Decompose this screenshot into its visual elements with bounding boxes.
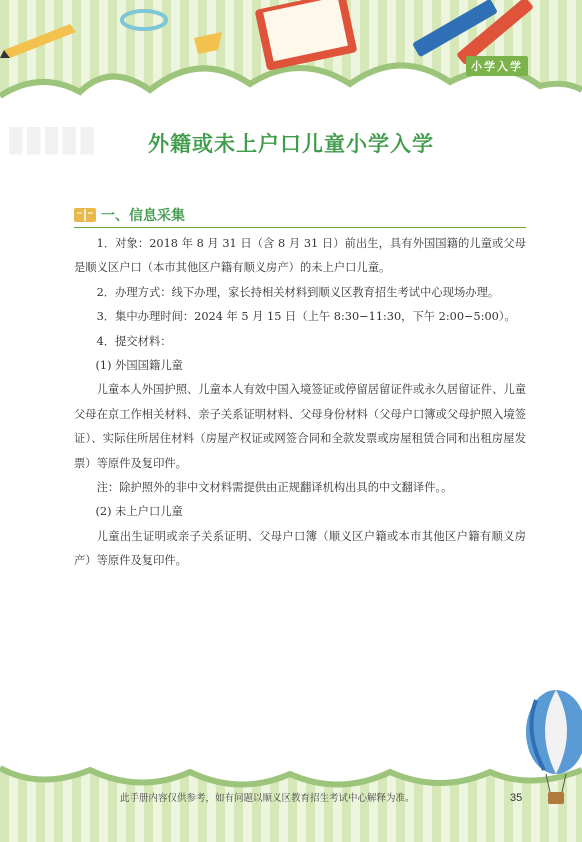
section-title: 一、信息采集 [101,208,185,224]
body-content [74,232,526,574]
subheading-item: (1) 外国国籍儿童 [95,359,183,373]
paragraph-item: 2．办理方式：线下办理，家长持相关材料到顺义区教育招生考试中心现场办理。 [96,285,500,299]
notebook-icon [250,0,370,70]
paragraph-item: 4．提交材料： [96,334,172,348]
binder-clip-icon [188,28,228,68]
paperclip-icon [118,6,170,34]
page-title: 外籍或未上户口儿童小学入学 [148,132,434,156]
paragraph-item: 1．对象：2018 年 8 月 31 日（含 8 月 31 日）前出生，具有外国国籍的儿童或父母是顺义区户口（本市其他区户籍有顺义房产）的未上户口儿童。 [74,237,526,275]
paragraph-item: 儿童本人外国护照、儿童本人有效中国入境签证或停留居留证件或永久居留证件、儿童父母在京工作相关材料、亲子关系证明材料、父母身份材料（父母户口簿或父母护照入境签证）、实际住所居住材料（房屋产权证或网签合同和全款发票或房屋租赁合同和出租房屋发票）等原件及复印件。 [74,383,526,470]
category-badge: 小学入学 [466,56,528,76]
paragraph-item: 儿童出生证明或亲子关系证明、父母户口簿（顺义区户籍或本市其他区户籍有顺义房产）等原件及复印件。 [74,529,526,568]
footer-disclaimer: 此手册内容仅供参考，如有问题以顺义区教育招生考试中心解释为准。 [120,793,415,804]
pencil-icon [0,18,80,58]
page-number: 35 [510,792,523,804]
watermark-decoration: ▮▮▮▮▮ [6,118,96,159]
hot-air-balloon-icon [524,690,582,810]
paragraph-item: 注：除护照外的非中文材料需提供由正规翻译机构出具的中文翻译件。。 [96,481,453,495]
paragraph-item: 3．集中办理时间：2024 年 5 月 15 日（上午 8:30−11:30，下午 2:00−5:00）。 [96,310,516,324]
subheading-item: (2) 未上户口儿童 [95,505,183,519]
section-header [74,205,526,228]
book-icon [74,207,96,223]
